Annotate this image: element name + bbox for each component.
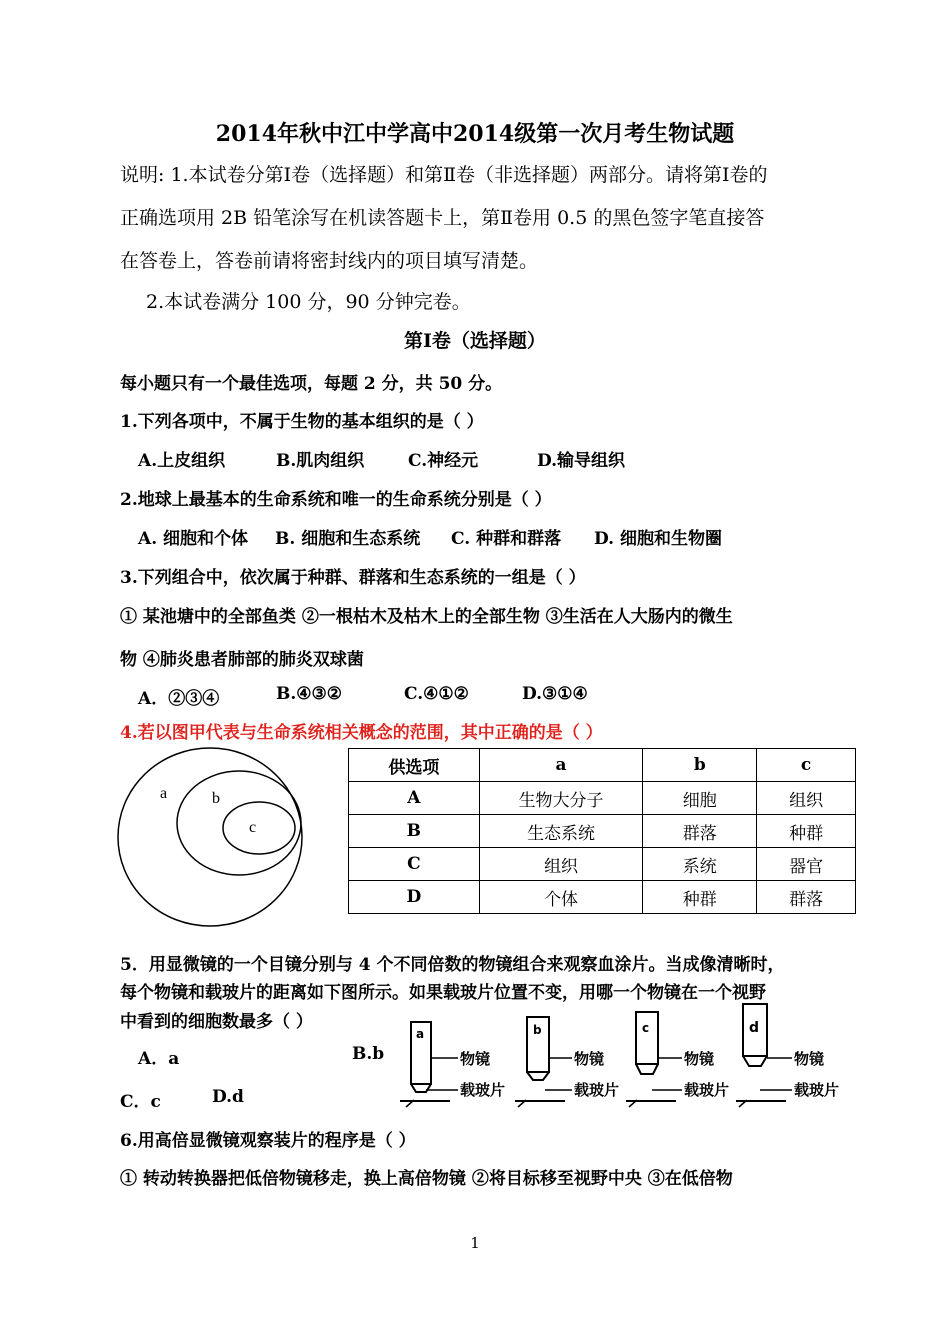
lens-label-b: b: [533, 1023, 542, 1037]
lens-label-d: d: [749, 1020, 760, 1036]
table-cell: 生态系统: [479, 815, 643, 848]
q3-option-a: A．②③④: [138, 689, 220, 709]
q2-stem: 2.地球上最基本的生命系统和唯一的生命系统分别是（ ）: [120, 490, 552, 510]
lens-a: [400, 1022, 505, 1107]
table-cell: 个体: [479, 881, 643, 914]
table-cell: 器官: [757, 848, 856, 881]
table-cell: 细胞: [643, 782, 757, 815]
table-cell: 系统: [643, 848, 757, 881]
page-title: 2014年秋中江中学高中2014级第一次月考生物试题: [215, 121, 735, 147]
table-cell: 种群: [757, 815, 856, 848]
q3-option-d: D.③①④: [522, 684, 588, 704]
intro-line-2: 正确选项用 2B 铅笔涂写在机读答题卡上，第Ⅱ卷用 0.5 的黑色签字笔直接答: [120, 207, 765, 229]
table-header-row: [349, 749, 856, 782]
objective-lens-diagram: [400, 1000, 850, 1110]
intro-line-1: 说明: 1.本试卷分第Ⅰ卷（选择题）和第Ⅱ卷（非选择题）两部分。请将第Ⅰ卷的: [120, 164, 768, 186]
table-cell: C: [349, 848, 480, 881]
instruction: 每小题只有一个最佳选项，每题 2 分，共 50 分。: [120, 374, 503, 394]
q6-items-line-1: ① 转动转换器把低倍物镜移走，换上高倍物镜 ②将目标移至视野中央 ③在低倍物: [120, 1169, 733, 1189]
q1-option-a: A.上皮组织: [138, 451, 226, 471]
table-cell: 组织: [479, 848, 643, 881]
q3-option-b: B.④③②: [276, 684, 343, 704]
nested-circles-diagram: [115, 743, 315, 933]
slide-label-d: 载玻片: [794, 1081, 840, 1099]
lens-d: [736, 1004, 839, 1107]
table-row: [349, 881, 856, 914]
q5-option-a: A．a: [138, 1049, 180, 1069]
lens-label-a: a: [416, 1027, 425, 1041]
q5-option-d: D.d: [212, 1087, 244, 1107]
q1-option-c: C.神经元: [408, 451, 479, 471]
table-row: [349, 815, 856, 848]
q3-option-c: C.④①②: [404, 684, 469, 704]
q3-items-line-2: 物 ④肺炎患者肺部的肺炎双球菌: [120, 650, 364, 670]
objective-label-d: 物镜: [794, 1050, 825, 1068]
table-header-cell: b: [643, 749, 757, 782]
table-cell: D: [349, 881, 480, 914]
table-cell: 群落: [757, 881, 856, 914]
intro-line-4: 2.本试卷满分 100 分，90 分钟完卷。: [146, 291, 471, 313]
q5-stem-line-2: 每个物镜和载玻片的距离如下图所示。如果载玻片位置不变，用哪一个物镜在一个视野: [120, 983, 766, 1003]
objective-label-a: 物镜: [460, 1050, 491, 1068]
q2-option-a: A. 细胞和个体: [138, 529, 249, 549]
q6-stem: 6.用高倍显微镜观察装片的程序是（ ）: [120, 1131, 416, 1151]
table-row: [349, 782, 856, 815]
q1-option-b: B.肌肉组织: [276, 451, 365, 471]
slide-label-a: 载玻片: [460, 1081, 506, 1099]
circle-label-a: a: [160, 785, 168, 802]
lens-c: [626, 1012, 729, 1107]
q4-stem: 4.若以图甲代表与生命系统相关概念的范围，其中正确的是（ ）: [120, 723, 603, 743]
q3-stem: 3.下列组合中，依次属于种群、群落和生态系统的一组是（ ）: [120, 568, 586, 588]
table-cell: 生物大分子: [479, 782, 643, 815]
q2-option-d: D. 细胞和生物圈: [594, 529, 722, 549]
page-number: 1: [470, 1234, 480, 1252]
table-cell: B: [349, 815, 480, 848]
table-row: [349, 848, 856, 881]
q3-items-line-1: ① 某池塘中的全部鱼类 ②一根枯木及枯木上的全部生物 ③生活在人大肠内的微生: [120, 607, 733, 627]
q1-option-d: D.输导组织: [537, 451, 626, 471]
table-header-cell: a: [479, 749, 643, 782]
objective-label-c: 物镜: [684, 1050, 715, 1068]
intro-line-3: 在答卷上，答卷前请将密封线内的项目填写清楚。: [120, 250, 539, 272]
slide-label-b: 载玻片: [574, 1081, 620, 1099]
q2-option-c: C. 种群和群落: [451, 529, 562, 549]
objective-label-b: 物镜: [574, 1050, 605, 1068]
circle-label-b: b: [212, 790, 220, 807]
section-title: 第Ⅰ卷（选择题）: [404, 330, 546, 352]
q2-option-b: B. 细胞和生态系统: [275, 529, 421, 549]
q5-option-c: C．c: [120, 1092, 161, 1112]
q5-option-b: B.b: [352, 1044, 385, 1064]
circle-b: [177, 771, 301, 875]
q5-stem-line-1: 5．用显微镜的一个目镜分别与 4 个不同倍数的物镜组合来观察血涂片。当成像清晰时，: [120, 955, 785, 975]
q5-stem-line-3: 中看到的细胞数最多（ ）: [120, 1012, 313, 1032]
circle-c: [223, 802, 295, 854]
slide-label-c: 载玻片: [684, 1081, 730, 1099]
lens-b: [515, 1017, 619, 1107]
table-cell: A: [349, 782, 480, 815]
table-cell: 群落: [643, 815, 757, 848]
table-header-cell: c: [757, 749, 856, 782]
table-header-cell: 供选项: [349, 749, 480, 782]
q1-stem: 1.下列各项中，不属于生物的基本组织的是（ ）: [120, 412, 484, 432]
q4-options-table: [348, 748, 856, 914]
table-cell: 组织: [757, 782, 856, 815]
circle-label-c: c: [249, 819, 257, 836]
lens-label-c: c: [642, 1021, 650, 1035]
table-cell: 种群: [643, 881, 757, 914]
circle-a: [118, 748, 302, 926]
